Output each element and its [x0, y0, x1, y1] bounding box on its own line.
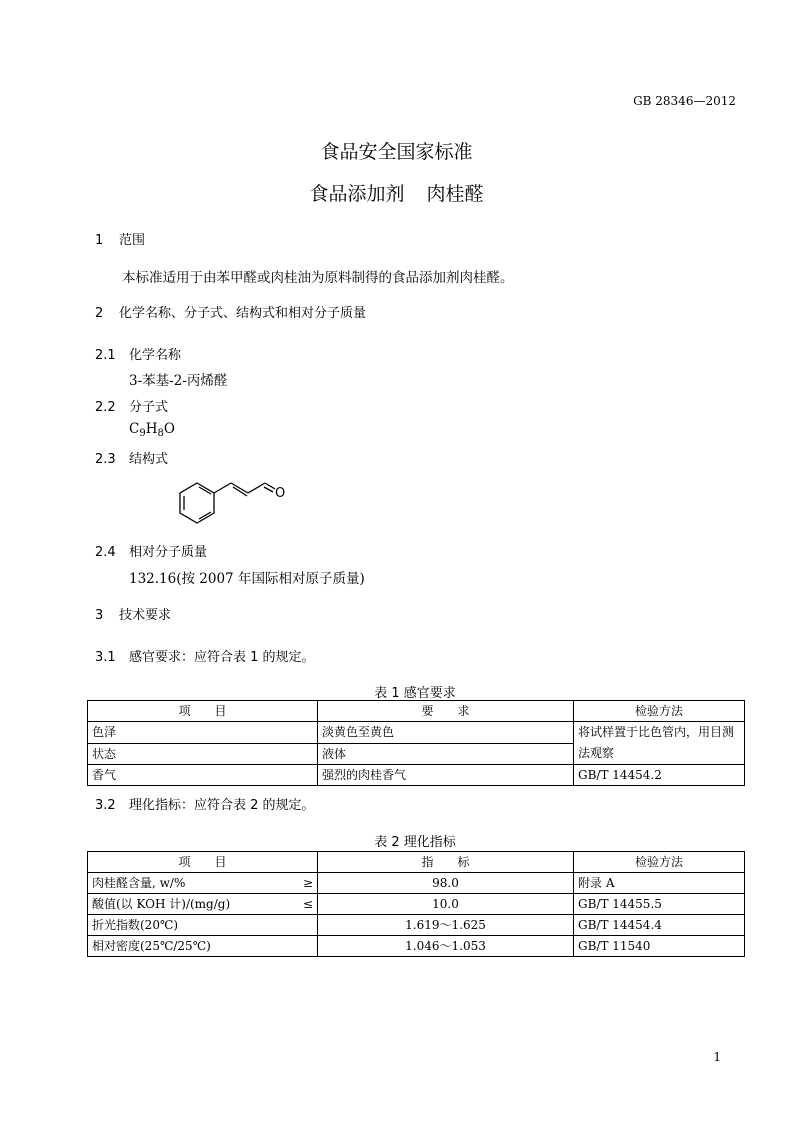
section-1-heading: 1 范围 [95, 233, 146, 248]
item-cell: 酸值(以 KOH 计)/(mg/g) ≤ [88, 894, 318, 915]
section-2-heading: 2 化学名称、分子式、结构式和相对分子质量 [95, 306, 367, 321]
table-1-sensory [87, 700, 745, 786]
method-cell: GB/T 14455.5 [574, 894, 745, 915]
item-cell: 香气 [88, 765, 318, 786]
section-3-1-heading: 3.1 感官要求：应符合表 1 的规定。 [95, 650, 315, 665]
oxygen-label: O [275, 486, 286, 501]
table-row [88, 936, 745, 957]
chemical-name: 3-苯基-2-丙烯醛 [129, 373, 228, 389]
table-header-row [88, 852, 745, 873]
item-cell: 相对密度(25℃/25℃) [88, 936, 318, 957]
comparison-symbol: ≤ [302, 897, 313, 911]
header-requirement: 要 求 [318, 701, 574, 722]
item-cell: 折光指数(20℃) [88, 915, 318, 936]
table-row [88, 765, 745, 786]
method-cell: GB/T 14454.4 [574, 915, 745, 936]
method-cell: GB/T 14454.2 [574, 765, 745, 786]
structural-formula [175, 475, 295, 525]
item-cell: 色泽 [88, 722, 318, 744]
method-cell-merged: 将试样置于比色管内，用目测 法观察 [574, 722, 745, 765]
header-item: 项 目 [88, 852, 318, 873]
document-title: 食品安全国家标准 [320, 141, 473, 163]
section-2-3-heading: 2.3 结构式 [95, 452, 169, 467]
method-cell: 附录 A [574, 873, 745, 894]
item-cell: 肉桂醛含量, w/% ≥ [88, 873, 318, 894]
table-row [88, 873, 745, 894]
value-cell: 1.046～1.053 [318, 936, 574, 957]
bond-vinyl-carbonyl [248, 483, 265, 493]
section-2-1-heading: 2.1 化学名称 [95, 348, 182, 363]
table-2-physicochemical [87, 851, 745, 957]
header-method: 检验方法 [574, 852, 745, 873]
subtitle-category: 食品添加剂 [309, 183, 405, 205]
comparison-symbol: ≥ [302, 876, 313, 890]
method-cell: GB/T 11540 [574, 936, 745, 957]
document-subtitle [0, 179, 793, 206]
requirement-cell: 强烈的肉桂香气 [318, 765, 574, 786]
table-1-caption: 表 1 感官要求 [374, 686, 456, 701]
subtitle-product: 肉桂醛 [426, 183, 484, 205]
table-row [88, 894, 745, 915]
header-index: 指 标 [318, 852, 574, 873]
page-number: 1 [713, 1050, 721, 1064]
table-header-row [88, 701, 745, 722]
bond-ring-vinyl [214, 483, 231, 493]
section-3-2-heading: 3.2 理化指标：应符合表 2 的规定。 [95, 798, 315, 813]
value-cell: 1.619～1.625 [318, 915, 574, 936]
section-2-2-heading: 2.2 分子式 [95, 400, 169, 415]
table-2-caption: 表 2 理化指标 [374, 835, 456, 850]
header-item: 项 目 [88, 701, 318, 722]
standard-number: GB 28346—2012 [633, 94, 736, 108]
value-cell: 10.0 [318, 894, 574, 915]
table-row [88, 722, 745, 744]
section-1-text: 本标准适用于由苯甲醛或肉桂油为原料制得的食品添加剂肉桂醛。 [122, 270, 514, 286]
table-row [88, 915, 745, 936]
section-2-4-heading: 2.4 相对分子质量 [95, 545, 208, 560]
requirement-cell: 液体 [318, 743, 574, 765]
item-cell: 状态 [88, 743, 318, 765]
section-3-heading: 3 技术要求 [95, 608, 172, 623]
molecular-mass: 132.16(按 2007 年国际相对原子质量) [129, 571, 365, 587]
molecular-formula: $C_9H_8O$ [129, 421, 175, 439]
requirement-cell: 淡黄色至黄色 [318, 722, 574, 744]
header-method: 检验方法 [574, 701, 745, 722]
value-cell: 98.0 [318, 873, 574, 894]
benzene-ring [180, 483, 214, 523]
